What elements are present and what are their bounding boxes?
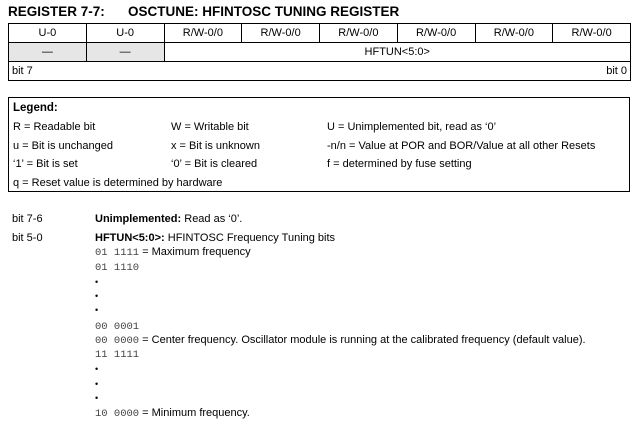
field-row xyxy=(9,43,631,62)
register-title xyxy=(8,4,400,19)
legend-item: q = Reset value is determined by hardware xyxy=(13,177,223,189)
field-cell: HFTUN<5:0> xyxy=(164,43,631,62)
access-cell: U-0 xyxy=(86,24,164,43)
register-number: REGISTER 7-7: xyxy=(8,4,105,19)
value-line xyxy=(95,334,586,347)
value-line xyxy=(95,261,139,274)
value-line xyxy=(95,246,251,259)
legend-box xyxy=(8,97,630,192)
bit-label: bit 7-6 xyxy=(12,213,43,225)
access-row xyxy=(9,24,631,43)
value-text: = Minimum frequency. xyxy=(139,407,250,419)
access-cell: R/W-0/0 xyxy=(164,24,242,43)
access-cell: R/W-0/0 xyxy=(475,24,553,43)
value-code: 00 0000 xyxy=(95,335,140,347)
access-cell: R/W-0/0 xyxy=(553,24,631,43)
bit-field-name: Unimplemented: xyxy=(95,213,182,225)
legend-item: R = Readable bit xyxy=(13,121,96,133)
value-code: 00 0001 xyxy=(95,321,140,333)
unimplemented-cell: — xyxy=(9,43,87,62)
access-cell: R/W-0/0 xyxy=(242,24,320,43)
legend-heading: Legend: xyxy=(13,102,58,114)
ellipsis-bullet: • xyxy=(95,291,99,301)
unimplemented-cell: — xyxy=(86,43,164,62)
access-cell: R/W-0/0 xyxy=(320,24,398,43)
legend-item: ‘1’ = Bit is set xyxy=(13,158,78,170)
value-text: = Center frequency. Oscillator module is running at the calibrated frequency (default value). xyxy=(139,334,586,346)
bit-field-name: HFTUN<5:0>: xyxy=(95,232,165,244)
ellipsis-bullet: • xyxy=(95,379,99,389)
bit-high-label: bit 7 xyxy=(12,65,33,77)
access-cell: U-0 xyxy=(9,24,87,43)
value-code: 10 0000 xyxy=(95,408,140,420)
ellipsis-bullet: • xyxy=(95,364,99,374)
bit-index-cell xyxy=(9,62,631,81)
legend-item: u = Bit is unchanged xyxy=(13,140,113,152)
legend-item: -n/n = Value at POR and BOR/Value at all other Resets xyxy=(327,140,596,152)
value-line xyxy=(95,407,250,420)
value-code: 11 1111 xyxy=(95,349,140,361)
ellipsis-bullet: • xyxy=(95,305,99,315)
register-bit-table xyxy=(8,23,631,81)
ellipsis-bullet: • xyxy=(95,393,99,403)
legend-item: W = Writable bit xyxy=(171,121,249,133)
value-line xyxy=(95,320,139,333)
register-name: OSCTUNE: HFINTOSC TUNING REGISTER xyxy=(128,4,400,19)
value-code: 01 1110 xyxy=(95,262,140,274)
value-line xyxy=(95,348,139,361)
legend-item: U = Unimplemented bit, read as ‘0’ xyxy=(327,121,497,133)
bit-field-text: HFINTOSC Frequency Tuning bits xyxy=(164,232,336,244)
access-cell: R/W-0/0 xyxy=(397,24,475,43)
bit-field-text: Read as ‘0’. xyxy=(181,213,243,225)
bit-index-row xyxy=(9,62,631,81)
value-code: 01 1111 xyxy=(95,247,140,259)
bit-low-label: bit 0 xyxy=(606,65,627,77)
bit-label: bit 5-0 xyxy=(12,232,43,244)
legend-item: ‘0’ = Bit is cleared xyxy=(171,158,258,170)
bit-description xyxy=(95,232,335,244)
ellipsis-bullet: • xyxy=(95,277,99,287)
value-text: = Maximum frequency xyxy=(139,246,251,258)
legend-item: f = determined by fuse setting xyxy=(327,158,472,170)
bit-description xyxy=(95,213,242,225)
legend-item: x = Bit is unknown xyxy=(171,140,260,152)
